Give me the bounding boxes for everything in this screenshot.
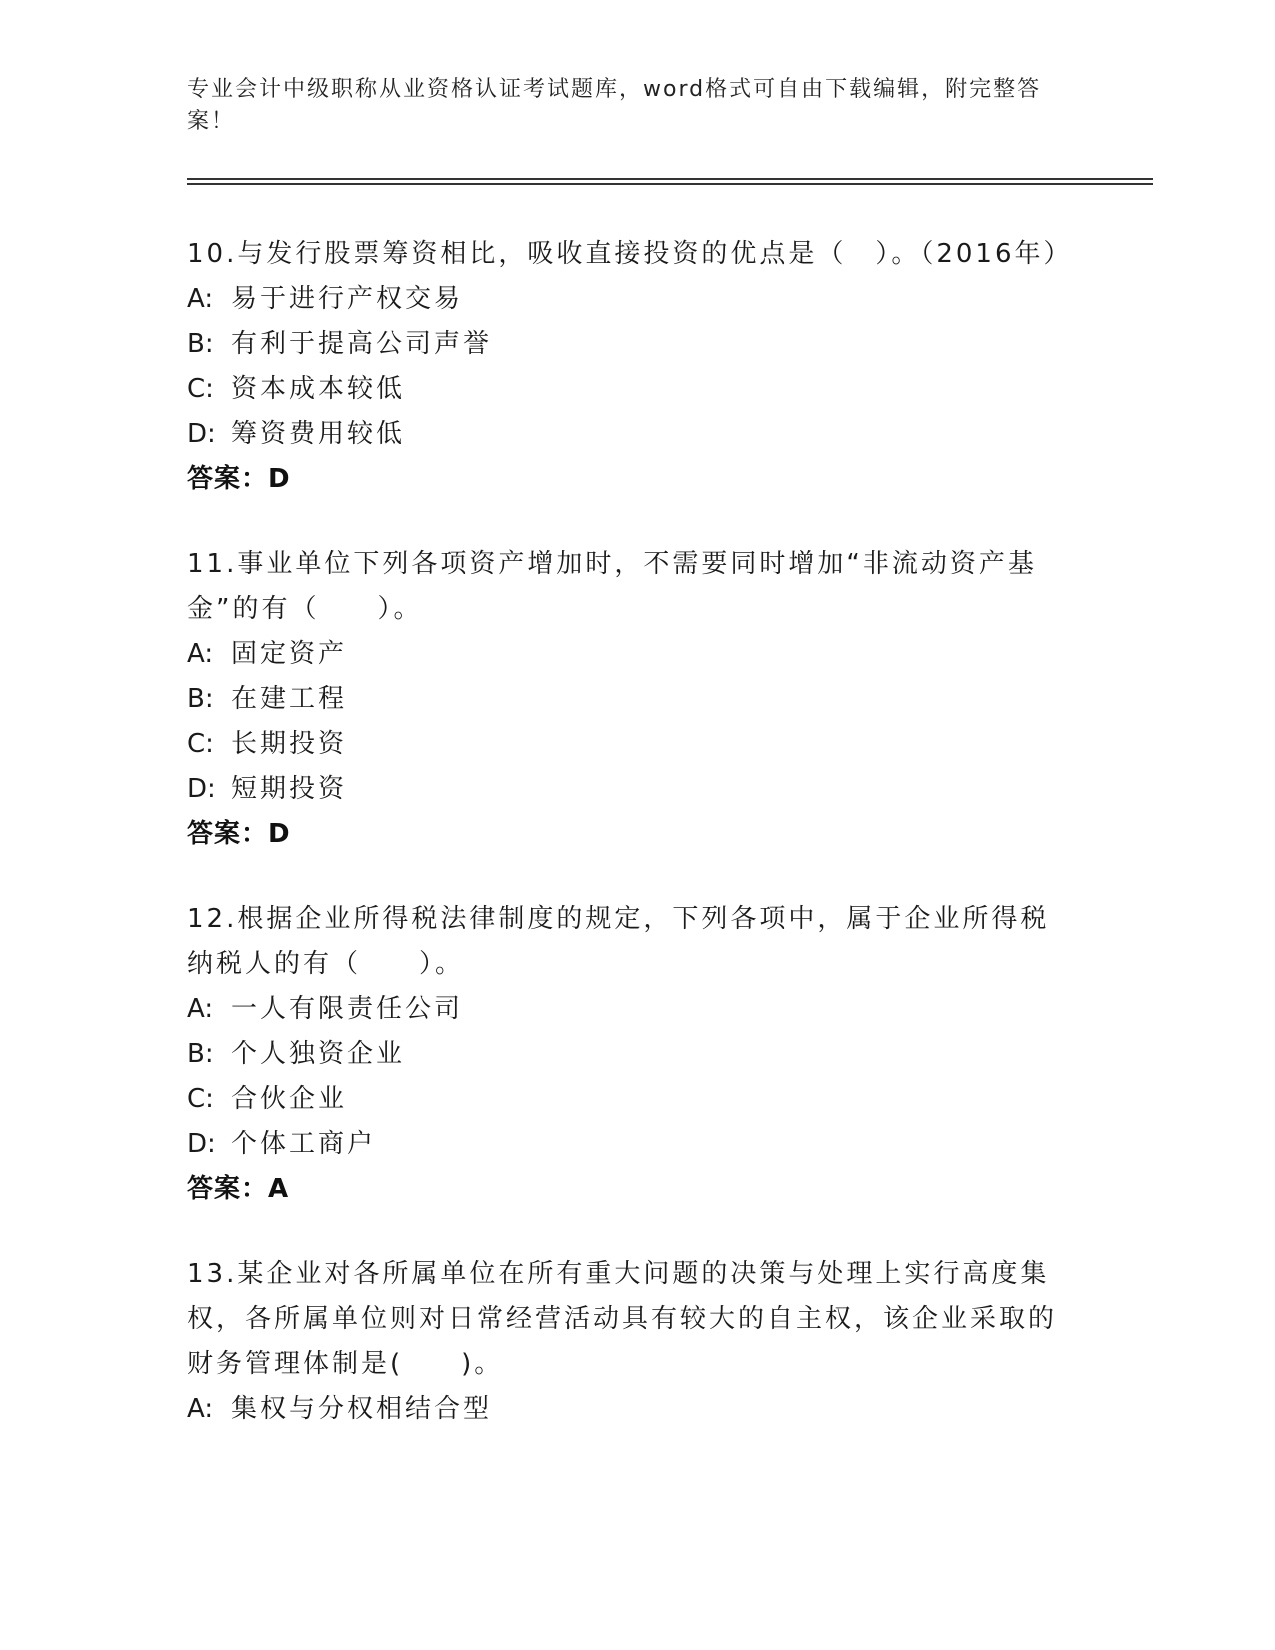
question-12: [187, 897, 1087, 1212]
option-key: A:: [187, 1394, 214, 1424]
option-text: 合伙企业: [231, 1084, 348, 1114]
option-c: [187, 1077, 1087, 1122]
option-key: A:: [187, 284, 214, 314]
question-stem: 10.与发行股票筹资相比，吸收直接投资的优点是（ ）。（2016年）: [187, 239, 1073, 269]
option-text: 在建工程: [231, 684, 348, 714]
option-text: 一人有限责任公司: [231, 994, 464, 1024]
option-c: [187, 722, 1087, 767]
question-11: [187, 542, 1087, 857]
option-key: A:: [187, 994, 214, 1024]
option-key: C:: [187, 374, 214, 404]
option-key: A:: [187, 639, 214, 669]
option-key: D:: [187, 419, 216, 449]
question-13: [187, 1252, 1087, 1432]
option-key: B:: [187, 1039, 214, 1069]
option-a: [187, 987, 1087, 1032]
option-key: D:: [187, 774, 216, 804]
option-text: 固定资产: [231, 639, 348, 669]
option-key: B:: [187, 329, 214, 359]
option-text: 易于进行产权交易: [231, 284, 464, 314]
option-a: [187, 632, 1087, 677]
question-stem: 13.某企业对各所属单位在所有重大问题的决策与处理上实行高度集权，各所属单位则对日常经营活动具有较大的自主权，该企业采取的财务管理体制是( )。: [187, 1259, 1058, 1379]
option-text: 筹资费用较低: [231, 419, 406, 449]
option-d: [187, 412, 1087, 457]
option-text: 资本成本较低: [231, 374, 406, 404]
option-d: [187, 767, 1087, 812]
option-c: [187, 367, 1087, 412]
answer: 答案：D: [187, 464, 291, 494]
option-text: 集权与分权相结合型: [231, 1394, 493, 1424]
option-text: 长期投资: [231, 729, 348, 759]
header-rule-bottom: [187, 183, 1153, 185]
option-text: 个人独资企业: [231, 1039, 406, 1069]
option-a: [187, 277, 1087, 322]
answer: 答案：A: [187, 1174, 290, 1204]
option-d: [187, 1122, 1087, 1167]
option-b: [187, 677, 1087, 722]
option-b: [187, 1032, 1087, 1077]
question-stem: 11.事业单位下列各项资产增加时，不需要同时增加“非流动资产基金”的有（ ）。: [187, 549, 1037, 624]
header-rule-top: [187, 178, 1153, 180]
option-text: 个体工商户: [231, 1129, 377, 1159]
option-b: [187, 322, 1087, 367]
option-text: 短期投资: [231, 774, 348, 804]
option-key: C:: [187, 729, 214, 759]
question-list: [187, 232, 1087, 1472]
question-stem: 12.根据企业所得税法律制度的规定，下列各项中，属于企业所得税纳税人的有（ ）。: [187, 904, 1050, 979]
option-a: [187, 1387, 1087, 1432]
option-text: 有利于提高公司声誉: [231, 329, 493, 359]
question-10: [187, 232, 1087, 502]
answer: 答案：D: [187, 819, 291, 849]
header-note: 专业会计中级职称从业资格认证考试题库，word格式可自由下载编辑，附完整答案！: [187, 77, 1042, 134]
option-key: C:: [187, 1084, 214, 1114]
option-key: D:: [187, 1129, 216, 1159]
option-key: B:: [187, 684, 214, 714]
